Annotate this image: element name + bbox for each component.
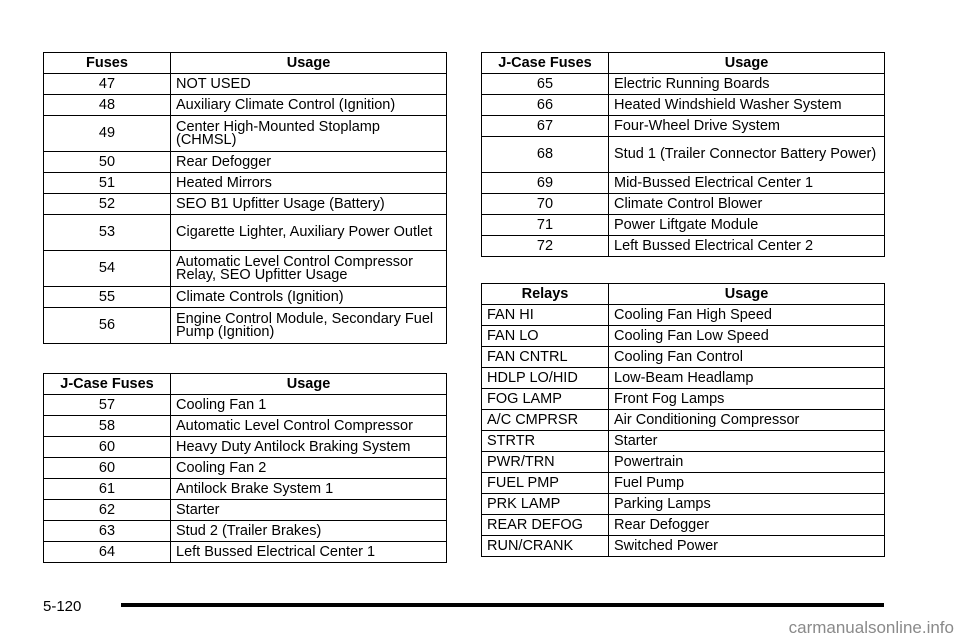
fuse-number: 52 — [44, 194, 171, 215]
fuse-usage: Heavy Duty Antilock Braking System — [171, 437, 447, 458]
table-row — [482, 236, 885, 257]
table-row — [482, 137, 885, 173]
table-row — [482, 536, 885, 557]
table-row — [482, 515, 885, 536]
relay-usage: Starter — [609, 431, 885, 452]
relay-usage: Low-Beam Headlamp — [609, 368, 885, 389]
relay-code: HDLP LO/HID — [482, 368, 609, 389]
table-row — [44, 416, 447, 437]
column-header: Usage — [609, 53, 885, 74]
fuse-usage: Four-Wheel Drive System — [609, 116, 885, 137]
fuse-number: 58 — [44, 416, 171, 437]
fuse-number: 50 — [44, 152, 171, 173]
relay-code: REAR DEFOG — [482, 515, 609, 536]
table-header-row — [482, 284, 885, 305]
table-row — [482, 368, 885, 389]
fuse-number: 62 — [44, 500, 171, 521]
fuse-usage: Cigarette Lighter, Auxiliary Power Outlet — [171, 215, 447, 251]
column-header: J-Case Fuses — [44, 374, 171, 395]
relay-usage: Cooling Fan High Speed — [609, 305, 885, 326]
fuse-usage: Electric Running Boards — [609, 74, 885, 95]
fuse-usage: SEO B1 Upfitter Usage (Battery) — [171, 194, 447, 215]
fuse-number: 56 — [44, 308, 171, 344]
table-row — [482, 215, 885, 236]
table-header-row — [44, 53, 447, 74]
table-row — [44, 308, 447, 344]
table-row — [482, 194, 885, 215]
column-header: Relays — [482, 284, 609, 305]
fuse-usage: Mid-Bussed Electrical Center 1 — [609, 173, 885, 194]
column-header: Usage — [171, 53, 447, 74]
jcase-fuses-table-1 — [43, 373, 447, 563]
table-row — [482, 494, 885, 515]
fuse-number: 64 — [44, 542, 171, 563]
fuse-number: 60 — [44, 458, 171, 479]
relay-code: FAN HI — [482, 305, 609, 326]
relay-code: FAN CNTRL — [482, 347, 609, 368]
fuse-usage: Engine Control Module, Secondary Fuel Pump (Ignition) — [171, 308, 447, 344]
fuse-number: 53 — [44, 215, 171, 251]
table-row — [44, 215, 447, 251]
table-row — [44, 542, 447, 563]
table-row — [482, 116, 885, 137]
table-row — [44, 521, 447, 542]
table-row — [482, 173, 885, 194]
table-row — [482, 347, 885, 368]
table-row — [44, 479, 447, 500]
fuse-usage: Auxiliary Climate Control (Ignition) — [171, 95, 447, 116]
fuse-usage: Stud 1 (Trailer Connector Battery Power) — [609, 137, 885, 173]
table-row — [44, 395, 447, 416]
fuse-usage: Automatic Level Control Compressor — [171, 416, 447, 437]
table-row — [44, 74, 447, 95]
table-row — [44, 251, 447, 287]
fuse-usage: Heated Mirrors — [171, 173, 447, 194]
table-row — [482, 305, 885, 326]
fuse-usage: Cooling Fan 2 — [171, 458, 447, 479]
column-header: Usage — [609, 284, 885, 305]
fuse-number: 63 — [44, 521, 171, 542]
relay-usage: Fuel Pump — [609, 473, 885, 494]
footer-rule — [121, 603, 884, 607]
relay-usage: Front Fog Lamps — [609, 389, 885, 410]
relay-usage: Rear Defogger — [609, 515, 885, 536]
table-row — [482, 326, 885, 347]
relay-code: STRTR — [482, 431, 609, 452]
relay-usage: Air Conditioning Compressor — [609, 410, 885, 431]
fuse-usage: Climate Controls (Ignition) — [171, 287, 447, 308]
table-header-row — [482, 53, 885, 74]
fuse-number: 60 — [44, 437, 171, 458]
column-header: Fuses — [44, 53, 171, 74]
fuse-number: 51 — [44, 173, 171, 194]
relay-usage: Parking Lamps — [609, 494, 885, 515]
fuse-number: 71 — [482, 215, 609, 236]
page-number: 5-120 — [43, 598, 82, 615]
fuse-number: 72 — [482, 236, 609, 257]
fuse-number: 48 — [44, 95, 171, 116]
relay-code: FAN LO — [482, 326, 609, 347]
relay-usage: Cooling Fan Control — [609, 347, 885, 368]
table-row — [44, 152, 447, 173]
fuse-usage: Starter — [171, 500, 447, 521]
relay-code: FOG LAMP — [482, 389, 609, 410]
fuse-number: 49 — [44, 116, 171, 152]
fuse-usage: Stud 2 (Trailer Brakes) — [171, 521, 447, 542]
relay-code: RUN/CRANK — [482, 536, 609, 557]
table-row — [482, 410, 885, 431]
fuse-usage: Rear Defogger — [171, 152, 447, 173]
fuse-number: 70 — [482, 194, 609, 215]
table-row — [482, 95, 885, 116]
jcase-fuses-table-2 — [481, 52, 885, 257]
table-row — [44, 500, 447, 521]
fuse-number: 61 — [44, 479, 171, 500]
fuse-usage: Center High-Mounted Stoplamp (CHMSL) — [171, 116, 447, 152]
fuse-usage: Heated Windshield Washer System — [609, 95, 885, 116]
table-row — [482, 389, 885, 410]
table-row — [482, 431, 885, 452]
watermark: carmanualsonline.info — [788, 618, 954, 637]
table-row — [482, 473, 885, 494]
relay-code: PRK LAMP — [482, 494, 609, 515]
fuse-usage: Left Bussed Electrical Center 1 — [171, 542, 447, 563]
relay-code: PWR/TRN — [482, 452, 609, 473]
fuse-number: 65 — [482, 74, 609, 95]
fuse-usage: Automatic Level Control Compressor Relay, SEO Upfitter Usage — [171, 251, 447, 287]
table-row — [44, 437, 447, 458]
table-row — [44, 458, 447, 479]
fuse-number: 66 — [482, 95, 609, 116]
table-row — [44, 194, 447, 215]
fuse-number: 57 — [44, 395, 171, 416]
fuse-number: 55 — [44, 287, 171, 308]
table-row — [44, 287, 447, 308]
fuses-table — [43, 52, 447, 344]
table-row — [44, 173, 447, 194]
fuse-number: 54 — [44, 251, 171, 287]
fuse-usage: Left Bussed Electrical Center 2 — [609, 236, 885, 257]
fuse-usage: Power Liftgate Module — [609, 215, 885, 236]
table-row — [44, 116, 447, 152]
column-header: Usage — [171, 374, 447, 395]
relay-usage: Cooling Fan Low Speed — [609, 326, 885, 347]
fuse-number: 68 — [482, 137, 609, 173]
fuse-usage: NOT USED — [171, 74, 447, 95]
relay-usage: Powertrain — [609, 452, 885, 473]
table-header-row — [44, 374, 447, 395]
column-header: J-Case Fuses — [482, 53, 609, 74]
table-row — [482, 74, 885, 95]
fuse-number: 47 — [44, 74, 171, 95]
relay-code: FUEL PMP — [482, 473, 609, 494]
fuse-usage: Climate Control Blower — [609, 194, 885, 215]
relay-usage: Switched Power — [609, 536, 885, 557]
fuse-number: 69 — [482, 173, 609, 194]
relay-code: A/C CMPRSR — [482, 410, 609, 431]
fuse-usage: Cooling Fan 1 — [171, 395, 447, 416]
table-row — [44, 95, 447, 116]
table-row — [482, 452, 885, 473]
fuse-usage: Antilock Brake System 1 — [171, 479, 447, 500]
fuse-number: 67 — [482, 116, 609, 137]
relays-table — [481, 283, 885, 557]
